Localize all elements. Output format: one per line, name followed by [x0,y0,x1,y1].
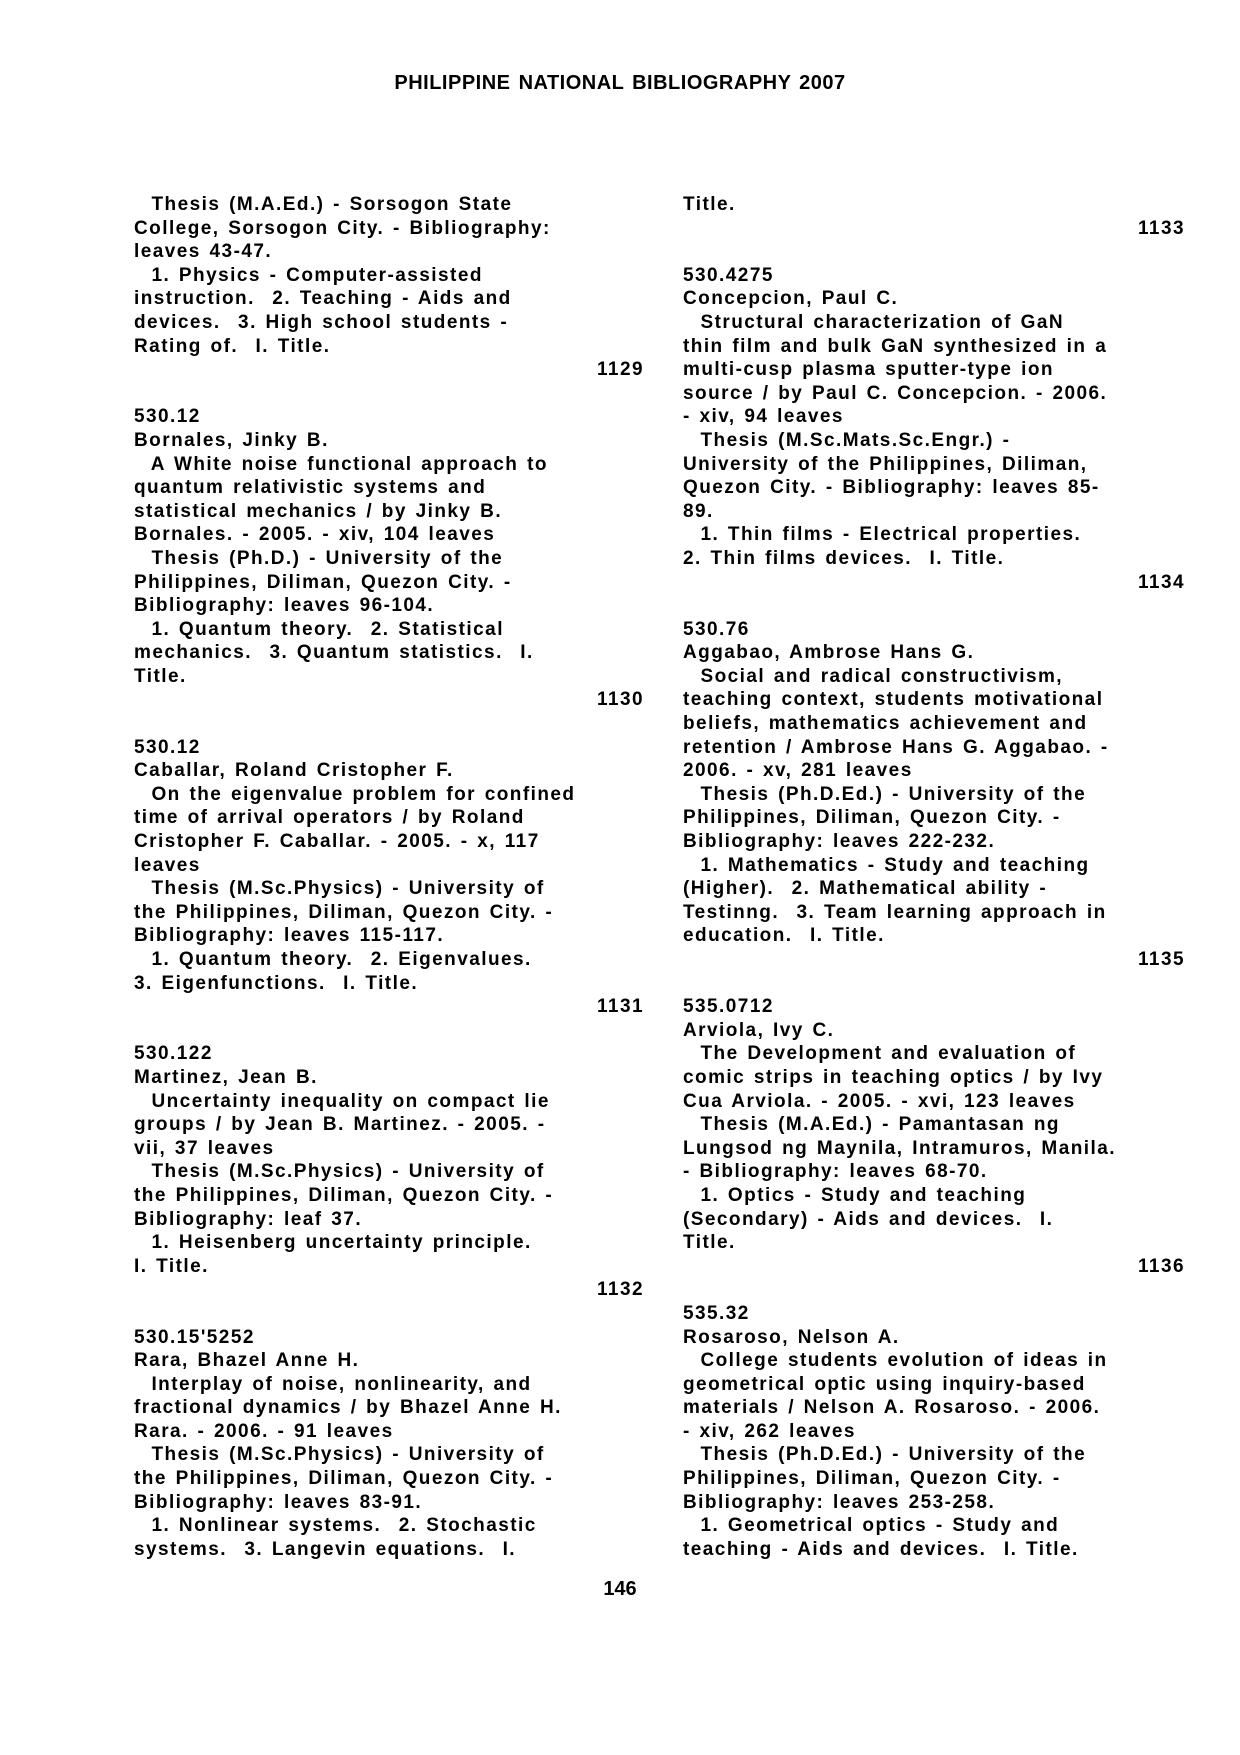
entry-line: leaves 43-47. [134,241,273,263]
page-number: 146 [603,1578,637,1600]
entry-line: Lungsod ng Maynila, Intramuros, Manila. [683,1137,1116,1159]
entry-line: Rara. - 2006. - 91 leaves [134,1420,394,1442]
entry-line: systems. 3. Langevin equations. I. [134,1538,517,1560]
entry-line: Title. [134,665,187,687]
entry-number: 1133 [1137,217,1185,239]
entry-line: 1. Physics - Computer-assisted [134,264,483,286]
entry-line: - xiv, 94 leaves [683,406,844,428]
entry-line: Philippines, Diliman, Quezon City. - [683,807,1061,829]
entry-line: 535.32 [683,1302,750,1324]
entry-line: Testinng. 3. Team learning approach in [683,901,1107,923]
entry-number: 1129 [596,359,644,381]
entry-line: 530.76 [683,618,750,640]
entry-line: - xiv, 262 leaves [683,1420,856,1442]
entry-number: 1135 [1137,949,1185,970]
entry-line: Cua Arviola. - 2005. - xvi, 123 leaves [683,1090,1076,1112]
entry-line: beliefs, mathematics achievement and [683,713,1088,735]
right-column [683,193,1185,1561]
entry-line: Thesis (M.Sc.Physics) - University of [134,878,545,900]
entry-line: Bibliography: leaves 222-232. [683,831,996,853]
entry-line: Thesis (Ph.D.Ed.) - University of the [683,1444,1087,1466]
entry-spacer [134,712,644,736]
entry-line: On the eigenvalue problem for confined [134,783,576,805]
entry-line: Bornales, Jinky B. [134,429,329,451]
entry-line: Bibliography: leaves 253-258. [683,1491,996,1513]
entry-line: geometrical optic using inquiry-based [683,1373,1086,1395]
entry-line: Title. [683,194,736,215]
entry-line: Social and radical constructivism, [683,665,1064,687]
entry-line: (Secondary) - Aids and devices. I. [683,1208,1054,1230]
entry-line: 1. Quantum theory. 2. Statistical [134,618,504,640]
entry-line: Thesis (M.A.Ed.) - Pamantasan ng [683,1114,1060,1136]
entry-line: 1. Nonlinear systems. 2. Stochastic [134,1515,537,1537]
entry-line: Caballar, Roland Cristopher F. [134,760,454,782]
entry-line: Thesis (M.Sc.Physics) - University of [134,1161,545,1183]
entry-number: 1132 [596,1279,644,1301]
entry-line: Uncertainty inequality on compact lie [134,1090,550,1112]
entry-line: teaching - Aids and devices. I. Title. [683,1538,1079,1560]
entry-line: retention / Ambrose Hans G. Aggabao. - [683,736,1109,758]
entry-line: time of arrival operators / by Roland [134,807,525,829]
entry-line: Structural characterization of GaN [683,311,1065,333]
entry-number: 1134 [1137,571,1185,593]
entry-line: College students evolution of ideas in [683,1350,1108,1372]
entry-line: Quezon City. - Bibliography: leaves 85- [683,477,1100,499]
entry-line: 2006. - xv, 281 leaves [683,760,913,782]
entry-spacer [134,1302,644,1326]
entry-line: Philippines, Diliman, Quezon City. - [134,571,512,593]
entry-line: I. Title. [134,1255,209,1277]
entry-number: 1131 [596,996,644,1018]
entry-line: the Philippines, Diliman, Quezon City. - [134,901,554,923]
entry-line: comic strips in teaching optics / by Ivy [683,1066,1104,1088]
entry-line: 2. Thin films devices. I. Title. [683,547,1005,569]
entry-spacer [683,972,1185,996]
entry-line: 3. Eigenfunctions. I. Title. [134,972,419,994]
entry-number: 1136 [1137,1255,1185,1277]
entry-line: 530.4275 [683,264,774,286]
entry-line: Rosaroso, Nelson A. [683,1326,900,1348]
entry-spacer [683,240,1185,264]
entry-line: instruction. 2. Teaching - Aids and [134,288,512,310]
entry-line: 1. Geometrical optics - Study and [683,1515,1060,1537]
entry-line: mechanics. 3. Quantum statistics. I. [134,642,534,664]
entry-line: Arviola, Ivy C. [683,1019,835,1041]
entry-line: Thesis (Ph.D.) - University of the [134,547,504,569]
page-header-title: PHILIPPINE NATIONAL BIBLIOGRAPHY 2007 [394,72,846,94]
entry-line: source / by Paul C. Concepcion. - 2006. [683,382,1108,404]
entry-line: 530.122 [134,1043,213,1065]
entry-line: 1. Thin films - Electrical properties. [683,524,1082,546]
entry-line: Thesis (M.Sc.Mats.Sc.Engr.) - [683,429,1011,451]
entry-line: 1. Optics - Study and teaching [683,1184,1027,1206]
entry-line: Thesis (M.A.Ed.) - Sorsogon State [134,194,513,215]
entry-line: Bornales. - 2005. - xiv, 104 leaves [134,524,496,546]
entry-line: devices. 3. High school students - [134,311,509,333]
entry-line: statistical mechanics / by Jinky B. [134,500,503,522]
entry-line: Concepcion, Paul C. [683,288,899,310]
entry-line: Cristopher F. Caballar. - 2005. - x, 117 [134,831,540,853]
entry-line: Martinez, Jean B. [134,1066,318,1088]
entry-line: - Bibliography: leaves 68-70. [683,1161,988,1183]
entry-line: fractional dynamics / by Bhazel Anne H. [134,1397,562,1419]
left-column [134,193,644,1561]
entry-line: thin film and bulk GaN synthesized in a [683,335,1108,357]
entry-line: 89. [683,500,714,522]
entry-spacer [683,1278,1185,1302]
entry-line: the Philippines, Diliman, Quezon City. - [134,1184,554,1206]
entry-line: quantum relativistic systems and [134,477,487,499]
entry-line: education. I. Title. [683,925,885,947]
entry-line: Thesis (M.Sc.Physics) - University of [134,1444,545,1466]
entry-line: The Development and evaluation of [683,1043,1077,1065]
entry-line: Rating of. I. Title. [134,335,331,357]
entry-line: leaves [134,854,201,876]
entry-spacer [134,1019,644,1043]
entry-line: Rara, Bhazel Anne H. [134,1350,360,1372]
entry-line: Title. [683,1232,736,1254]
entry-line: teaching context, students motivational [683,689,1104,711]
entry-line: Bibliography: leaves 83-91. [134,1491,423,1513]
entry-line: 530.12 [134,736,201,758]
entry-line: materials / Nelson A. Rosaroso. - 2006. [683,1397,1101,1419]
entry-line: vii, 37 leaves [134,1137,275,1159]
entry-line: multi-cusp plasma sputter-type ion [683,359,1054,381]
entry-line: 1. Quantum theory. 2. Eigenvalues. [134,949,532,970]
entry-line: College, Sorsogon City. - Bibliography: [134,217,551,239]
entry-line: Bibliography: leaves 96-104. [134,595,435,617]
entry-line: Interplay of noise, nonlinearity, and [134,1373,532,1395]
entry-spacer [134,382,644,406]
entry-line: 535.0712 [683,996,774,1018]
entry-number: 1130 [596,689,644,711]
entry-line: groups / by Jean B. Martinez. - 2005. - [134,1114,546,1136]
entry-line: Philippines, Diliman, Quezon City. - [683,1468,1061,1490]
entry-line: 530.15'5252 [134,1326,255,1348]
entry-line: Bibliography: leaf 37. [134,1208,363,1230]
entry-line: 530.12 [134,406,201,428]
entry-line: Bibliography: leaves 115-117. [134,925,445,947]
entry-line: 1. Mathematics - Study and teaching [683,854,1090,876]
entry-line: Thesis (Ph.D.Ed.) - University of the [683,783,1087,805]
entry-line: (Higher). 2. Mathematical ability - [683,878,1048,900]
entry-line: Aggabao, Ambrose Hans G. [683,642,975,664]
entry-line: University of the Philippines, Diliman, [683,453,1088,475]
entry-line: the Philippines, Diliman, Quezon City. - [134,1468,554,1490]
entry-spacer [683,594,1185,618]
entry-line: 1. Heisenberg uncertainty principle. [134,1232,532,1254]
entry-line: A White noise functional approach to [134,453,548,475]
